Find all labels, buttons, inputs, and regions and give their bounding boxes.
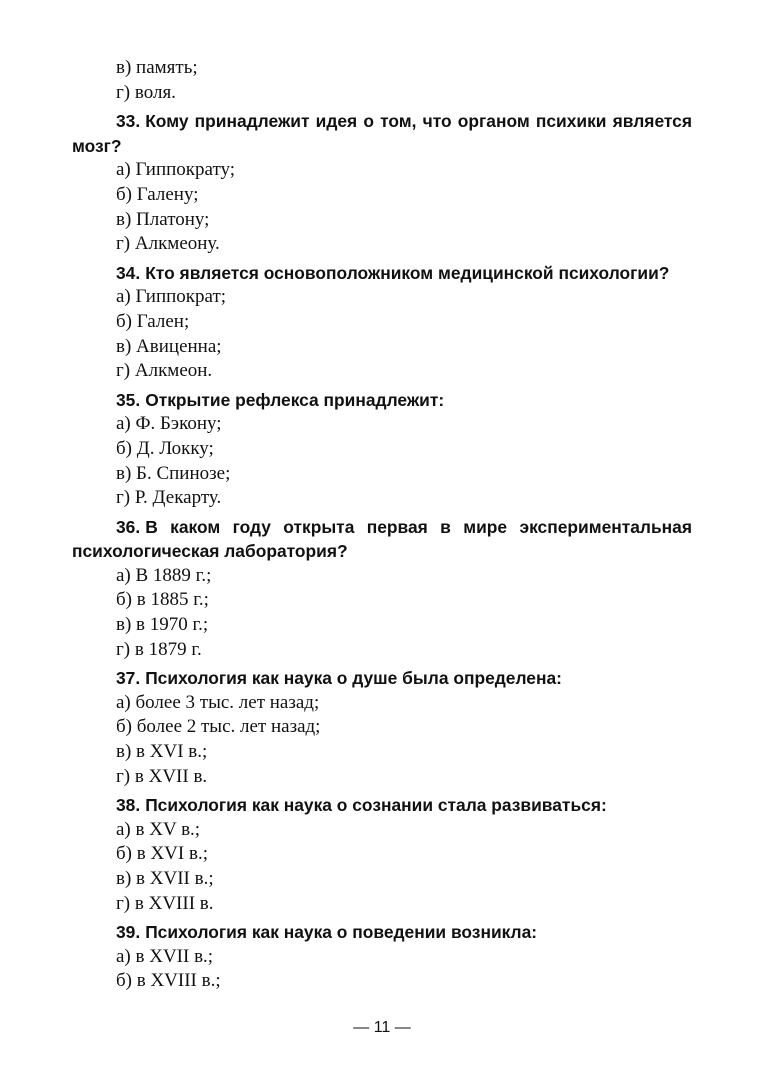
answer-option: а) Гиппократу; bbox=[116, 159, 236, 181]
question-text bbox=[72, 920, 692, 945]
answer-option: в) в 1970 г.; bbox=[116, 614, 209, 636]
answer-option: а) Ф. Бэкону; bbox=[116, 413, 222, 435]
question-block bbox=[72, 793, 692, 916]
answer-option: б) Галену; bbox=[116, 183, 199, 205]
question-number: 37. bbox=[116, 668, 141, 689]
question-body: Кому принадлежит идея о том, что органом психики является мозг? bbox=[72, 111, 692, 156]
answer-option: а) в XV в.; bbox=[116, 818, 201, 840]
question-block bbox=[72, 666, 692, 789]
answer-option: в) в XVI в.; bbox=[116, 741, 208, 763]
question-text bbox=[72, 388, 692, 413]
answer-option: в) Б. Спинозе; bbox=[116, 462, 231, 484]
question-body: Психология как наука о сознании стала развиваться: bbox=[145, 795, 607, 816]
answer-option: б) Д. Локку; bbox=[116, 437, 214, 459]
answer-option: г) в 1879 г. bbox=[116, 638, 202, 660]
answer-option: б) Гален; bbox=[116, 310, 190, 332]
answer-option: г) Алкмеон. bbox=[116, 360, 213, 382]
answer-option: б) более 2 тыс. лет назад; bbox=[116, 716, 321, 738]
question-body: В каком году открыта первая в мире экспериментальная психологическая лаборатория? bbox=[72, 516, 692, 562]
question-body: Открытие рефлекса принадлежит: bbox=[145, 389, 445, 410]
question-text bbox=[72, 515, 692, 564]
question-text bbox=[72, 666, 692, 691]
answer-option: б) в XVIII в.; bbox=[116, 970, 221, 992]
answer-option: в) память; bbox=[116, 57, 198, 78]
page-content bbox=[72, 56, 692, 994]
answer-option: г) Р. Декарту. bbox=[116, 487, 222, 509]
answer-option: а) в XVII в.; bbox=[116, 945, 214, 967]
question-body: Психология как наука о душе была определена: bbox=[145, 668, 562, 689]
answer-option: а) Гиппократ; bbox=[116, 286, 227, 308]
question-number: 36. bbox=[116, 516, 141, 537]
question-block bbox=[72, 388, 692, 511]
question-number: 33. bbox=[116, 111, 141, 132]
answer-option: а) В 1889 г.; bbox=[116, 564, 212, 586]
question-block bbox=[72, 920, 692, 994]
question-number: 39. bbox=[116, 922, 141, 943]
page-number: — 11 — bbox=[353, 1019, 411, 1036]
answer-option: в) Платону; bbox=[116, 208, 210, 230]
answer-option: в) Авиценна; bbox=[116, 335, 222, 357]
question-number: 34. bbox=[116, 262, 141, 283]
question-body: Психология как наука о поведении возникла: bbox=[145, 922, 538, 943]
question-text bbox=[72, 261, 692, 286]
answer-option: г) в XVII в. bbox=[116, 765, 208, 787]
carryover-options bbox=[72, 56, 692, 105]
question-block bbox=[72, 261, 692, 384]
answer-option: в) в XVII в.; bbox=[116, 868, 214, 889]
question-text bbox=[72, 793, 692, 818]
answer-option: б) в 1885 г.; bbox=[116, 589, 209, 611]
question-body: Кто является основоположником медицинской психологии? bbox=[145, 262, 670, 283]
question-number: 35. bbox=[116, 389, 141, 410]
question-block bbox=[72, 515, 692, 663]
answer-option: г) воля. bbox=[116, 81, 176, 103]
question-number: 38. bbox=[116, 795, 141, 816]
question-block bbox=[72, 109, 692, 257]
answer-option: г) Алкмеону. bbox=[116, 233, 220, 255]
answer-option: г) в XVIII в. bbox=[116, 892, 214, 914]
question-text bbox=[72, 109, 692, 158]
answer-option: б) в XVI в.; bbox=[116, 843, 208, 865]
answer-option: а) более 3 тыс. лет назад; bbox=[116, 691, 320, 713]
